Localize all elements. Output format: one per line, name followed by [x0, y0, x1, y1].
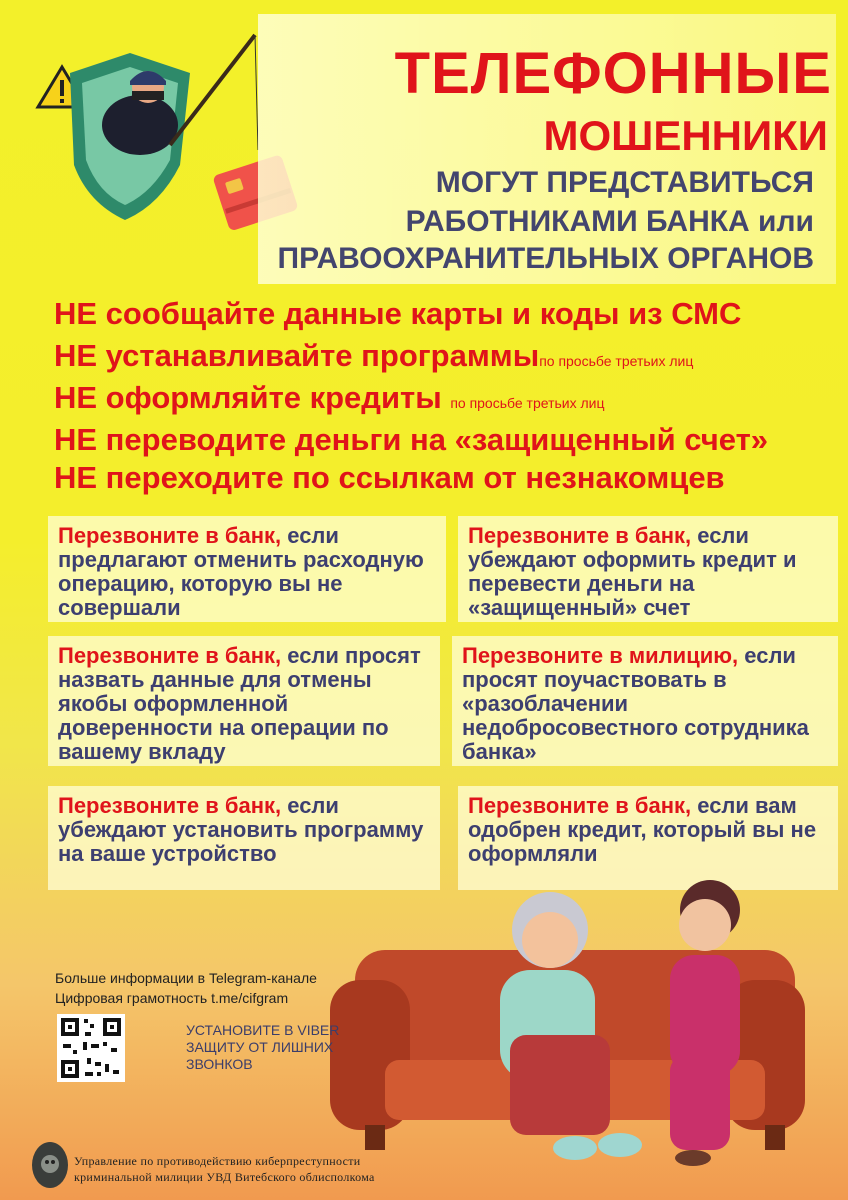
rule-item: НЕ переводите деньги на «защищенный счет»	[54, 422, 768, 457]
subtitle-line2: РАБОТНИКАМИ БАНКА или	[405, 205, 814, 238]
rule-item: НЕ сообщайте данные карты и коды из СМС	[54, 296, 742, 331]
advice-box: Перезвоните в банк, если просят назвать данные для отмены якобы оформленной доверенности на операции по вашему вкладу	[48, 636, 440, 766]
police-emblem-icon	[30, 1140, 70, 1190]
advice-box: Перезвоните в банк, если убеждают оформить кредит и перевести деньги на «защищенный» счет	[458, 516, 838, 622]
rule-item: НЕ переходите по ссылкам от незнакомцев	[54, 460, 725, 495]
footer	[74, 1153, 375, 1185]
rule-item: НЕ устанавливайте программыпо просьбе третьих лиц	[54, 338, 694, 373]
advice-box: Перезвоните в банк, если вам одобрен кредит, который вы не оформляли	[458, 786, 838, 890]
rule-note: по просьбе третьих лиц	[539, 353, 694, 369]
footer-line2: криминальной милиции УВД Витебского облисполкома	[74, 1170, 375, 1184]
title-line2: МОШЕННИКИ	[543, 112, 828, 159]
title-line1: ТЕЛЕФОННЫЕ	[394, 41, 832, 106]
footer-line1: Управление по противодействию киберпреступности	[74, 1154, 361, 1168]
viber-note: УСТАНОВИТЕ В VIBER ЗАЩИТУ ОТ ЛИШНИХ ЗВОНКОВ	[186, 1022, 340, 1072]
qr-code-icon[interactable]	[57, 1014, 125, 1082]
advice-box: Перезвоните в банк, если предлагают отменить расходную операцию, которую вы не совершали	[48, 516, 446, 622]
subtitle-line3: ПРАВООХРАНИТЕЛЬНЫХ ОРГАНОВ	[277, 242, 814, 275]
advice-box: Перезвоните в банк, если убеждают установить программу на ваше устройство	[48, 786, 440, 890]
woman-figure	[670, 880, 740, 1166]
advice-box: Перезвоните в милицию, если просят поучаствовать в «разоблачении недобросовестного сотрудника банка»	[452, 636, 838, 766]
telegram-info: Больше информации в Telegram-канале	[55, 970, 317, 986]
telegram-link[interactable]: Цифровая грамотность t.me/cifgram	[55, 990, 289, 1006]
rule-note: по просьбе третьих лиц	[450, 395, 605, 411]
sofa-illustration	[325, 870, 848, 1190]
rule-item: НЕ оформляйте кредиты по просьбе третьих лиц	[54, 380, 605, 415]
subtitle-line1: МОГУТ ПРЕДСТАВИТЬСЯ	[435, 166, 814, 199]
